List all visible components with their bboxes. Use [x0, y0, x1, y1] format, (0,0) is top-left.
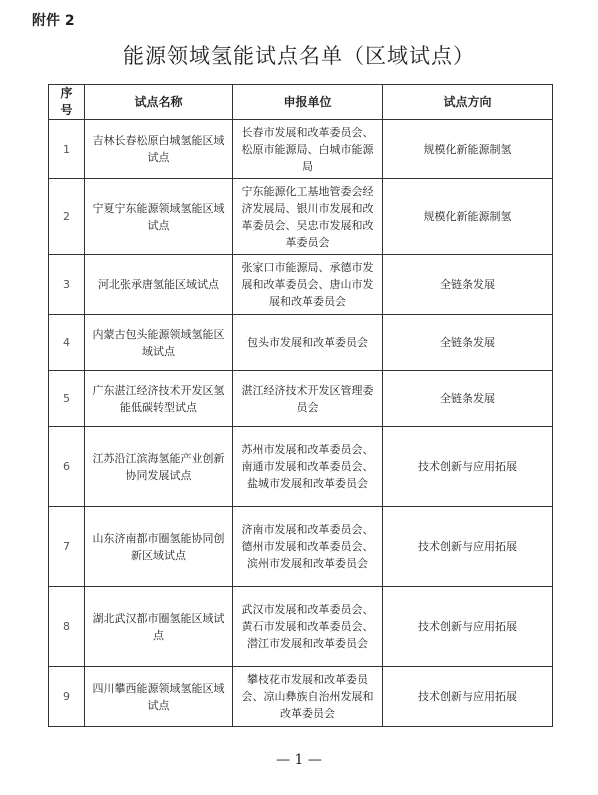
pilot-name: 吉林长春松原白城氢能区域试点 [85, 120, 233, 179]
table-row [49, 255, 553, 315]
table-row [49, 179, 553, 255]
pilot-name: 河北张承唐氢能区域试点 [85, 255, 233, 315]
pilot-list-table [48, 84, 553, 727]
table-row [49, 315, 553, 371]
pilot-name: 四川攀西能源领域氢能区域试点 [85, 667, 233, 727]
table-row [49, 371, 553, 427]
header-pilot-name: 试点名称 [85, 85, 233, 120]
table-row [49, 667, 553, 727]
direction: 技术创新与应用拓展 [383, 507, 553, 587]
pilot-name: 宁夏宁东能源领域氢能区域试点 [85, 179, 233, 255]
row-number: 6 [49, 427, 85, 507]
direction: 规模化新能源制氢 [383, 120, 553, 179]
applicant: 攀枝花市发展和改革委员会、凉山彝族自治州发展和改革委员会 [233, 667, 383, 727]
row-number: 8 [49, 587, 85, 667]
direction: 规模化新能源制氢 [383, 179, 553, 255]
applicant: 湛江经济技术开发区管理委员会 [233, 371, 383, 427]
header-number: 序号 [49, 85, 85, 120]
header-direction: 试点方向 [383, 85, 553, 120]
applicant: 张家口市能源局、承德市发展和改革委员会、唐山市发展和改革委员会 [233, 255, 383, 315]
table-row [49, 507, 553, 587]
row-number: 4 [49, 315, 85, 371]
applicant: 济南市发展和改革委员会、德州市发展和改革委员会、滨州市发展和改革委员会 [233, 507, 383, 587]
row-number: 2 [49, 179, 85, 255]
table-row [49, 120, 553, 179]
row-number: 1 [49, 120, 85, 179]
attachment-label: 附件 2 [32, 13, 75, 29]
direction: 全链条发展 [383, 255, 553, 315]
direction: 全链条发展 [383, 371, 553, 427]
row-number: 7 [49, 507, 85, 587]
pilot-name: 江苏沿江滨海氢能产业创新协同发展试点 [85, 427, 233, 507]
table-row [49, 427, 553, 507]
pilot-name: 广东湛江经济技术开发区氢能低碳转型试点 [85, 371, 233, 427]
page-number: — 1 — [276, 752, 322, 768]
table-row [49, 587, 553, 667]
applicant: 包头市发展和改革委员会 [233, 315, 383, 371]
pilot-name: 湖北武汉都市圈氢能区域试点 [85, 587, 233, 667]
row-number: 9 [49, 667, 85, 727]
direction: 技术创新与应用拓展 [383, 587, 553, 667]
applicant: 宁东能源化工基地管委会经济发展局、银川市发展和改革委员会、吴忠市发展和改革委员会 [233, 179, 383, 255]
applicant: 长春市发展和改革委员会、松原市能源局、白城市能源局 [233, 120, 383, 179]
row-number: 3 [49, 255, 85, 315]
pilot-name: 内蒙古包头能源领域氢能区域试点 [85, 315, 233, 371]
direction: 技术创新与应用拓展 [383, 427, 553, 507]
row-number: 5 [49, 371, 85, 427]
pilot-name: 山东济南都市圈氢能协同创新区域试点 [85, 507, 233, 587]
table-header-row [49, 85, 553, 120]
applicant: 苏州市发展和改革委员会、南通市发展和改革委员会、盐城市发展和改革委员会 [233, 427, 383, 507]
applicant: 武汉市发展和改革委员会、黄石市发展和改革委员会、潜江市发展和改革委员会 [233, 587, 383, 667]
direction: 技术创新与应用拓展 [383, 667, 553, 727]
header-applicant: 申报单位 [233, 85, 383, 120]
direction: 全链条发展 [383, 315, 553, 371]
document-title: 能源领域氢能试点名单（区域试点） [123, 44, 475, 68]
